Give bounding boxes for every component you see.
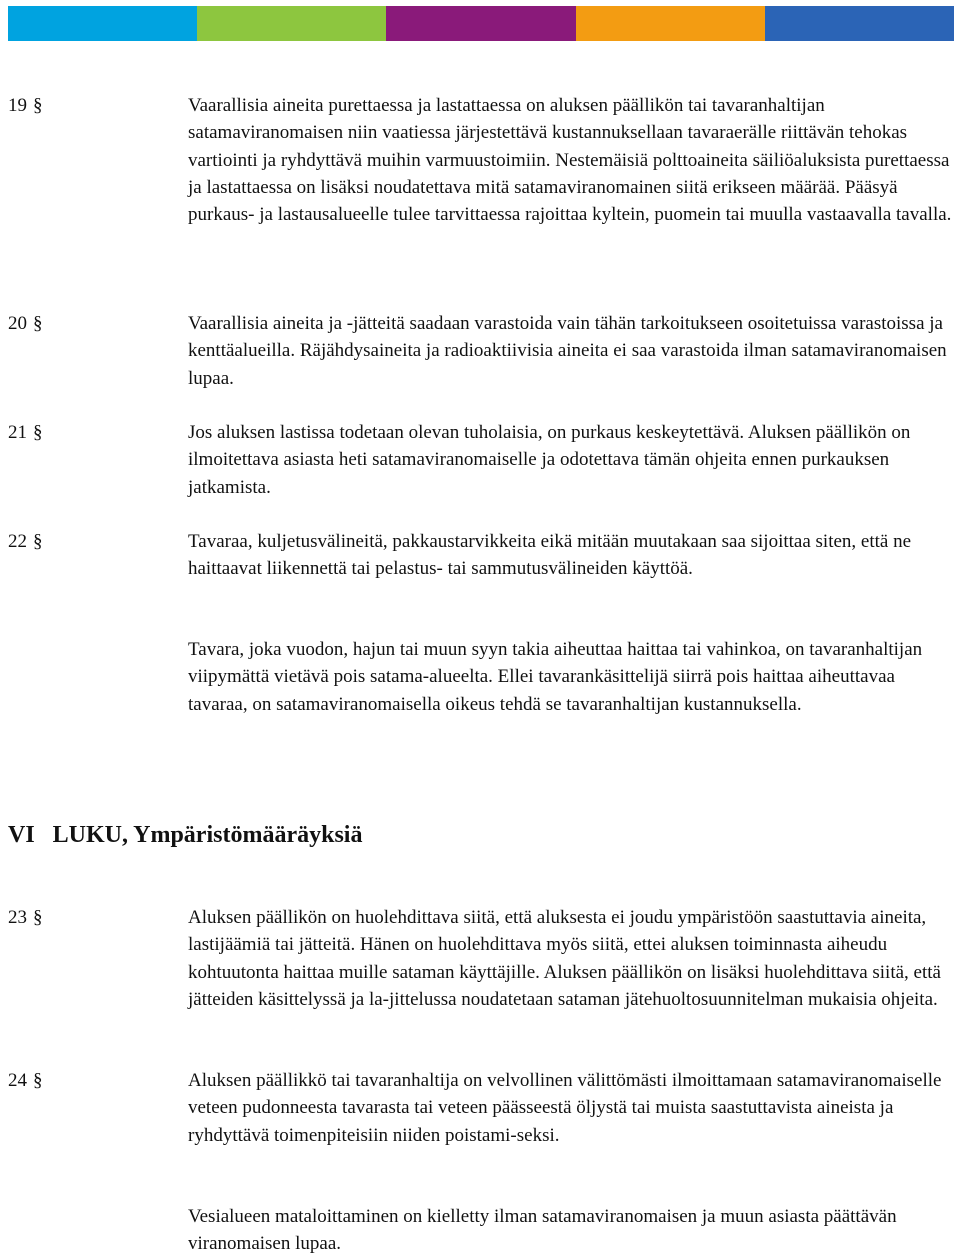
section-sign: § (33, 907, 43, 928)
color-bar (8, 6, 954, 41)
section-number-value: 20 (8, 313, 27, 334)
section-paragraph: Vaarallisia aineita ja -jätteitä saadaan varastoida vain tähän tarkoitukseen osoitetuissa varastoissa ja kenttäalueilla. Räjähdysaineita ja radioaktiivisia aineita ei saa varastoida ilman satamaviranomaisen lupaa. (188, 313, 947, 389)
section-number (8, 310, 43, 337)
chapter-title: LUKU, Ympäristömääräyksiä (52, 822, 363, 848)
section-number (8, 419, 43, 446)
section-number (8, 904, 43, 931)
color-bar-segment (197, 6, 386, 41)
chapter-number: VI (8, 822, 35, 848)
color-bar-segment (576, 6, 765, 41)
color-bar-segment (386, 6, 575, 41)
section-sign: § (33, 95, 43, 116)
section-number-value: 24 (8, 1070, 27, 1091)
section-number (8, 528, 43, 555)
section-number-value: 23 (8, 907, 27, 928)
section-sign: § (33, 531, 43, 552)
section-sign: § (33, 422, 43, 443)
section-paragraph: Jos aluksen lastissa todetaan olevan tuholaisia, on purkaus keskeytettävä. Aluksen päällikön on ilmoitettava asiasta heti satamaviranomaiselle ja odotettava tämän ohjeita ennen purkauksen jatkamista. (188, 422, 911, 498)
section-number-value: 19 (8, 95, 27, 116)
color-bar-segment (8, 6, 197, 41)
section-paragraph: Vaarallisia aineita purettaessa ja lastattaessa on aluksen päällikön tai tavaranhaltijan satamaviranomaisen niin vaatiessa järjestettävä kustannuksellaan tavaraerälle riittävän tehokas vartiointi ja ryhdyttävä muihin varmuustoimiin. Nestemäisiä polttoaineita säiliöaluksista purettaessa ja lastattaessa on lisäksi noudatettava mitä satamaviranomainen siitä erikseen määrää. Pääsyä purkaus- ja lastausalueelle tulee tarvittaessa rajoittaa kyltein, puomein tai muulla vastaavalla tavalla. (188, 95, 952, 226)
section-sign: § (33, 1070, 43, 1091)
section-paragraph: Tavaraa, kuljetusvälineitä, pakkaustarvikkeita eikä mitään muutakaan saa sijoittaa siten, että ne haittaavat liikennettä tai pelastus- tai sammutusvälineiden käyttöä. (188, 531, 912, 580)
chapter-heading (8, 818, 362, 852)
section-number (8, 1067, 43, 1094)
section-number-value: 22 (8, 531, 27, 552)
section-number (8, 92, 43, 119)
section-number-value: 21 (8, 422, 27, 443)
section-paragraph: Tavara, joka vuodon, hajun tai muun syyn takia aiheuttaa haittaa tai vahinkoa, on tavaranhaltijan viipymättä vietävä pois satama-alueelta. Ellei tavarankäsittelijä siirrä pois haittaa aiheuttavaa tavaraa, on satamaviranomaisella oikeus tehdä se tavaranhaltijan kustannuksella. (188, 639, 923, 715)
section-paragraph: Vesialueen mataloittaminen on kielletty ilman satamaviranomaisen ja muun asiasta päättävän viranomaisen lupaa. (188, 1206, 897, 1255)
section-sign: § (33, 313, 43, 334)
section-paragraph: Aluksen päällikkö tai tavaranhaltija on velvollinen välittömästi ilmoittamaan satamaviranomaiselle veteen pudonneesta tavarasta tai veteen päässeestä öljystä tai muista saastuttavista aineista ja ryhdyttävä toimenpiteisiin niiden poistami-seksi. (188, 1070, 942, 1146)
color-bar-segment (765, 6, 954, 41)
section-paragraph: Aluksen päällikön on huolehdittava siitä, että aluksesta ei joudu ympäristöön saastuttavia aineita, lastijäämiä tai jätteitä. Hänen on huolehdittava myös siitä, ettei aluksen toiminnasta aiheudu kohtuutonta haittaa muille sataman käyttäjille. Aluksen päällikön on lisäksi huolehdittava siitä, että jätteiden käsittelyssä ja la-jittelussa noudatetaan sataman jätehuoltosuunnitelman mukaisia ohjeita. (188, 907, 941, 1010)
